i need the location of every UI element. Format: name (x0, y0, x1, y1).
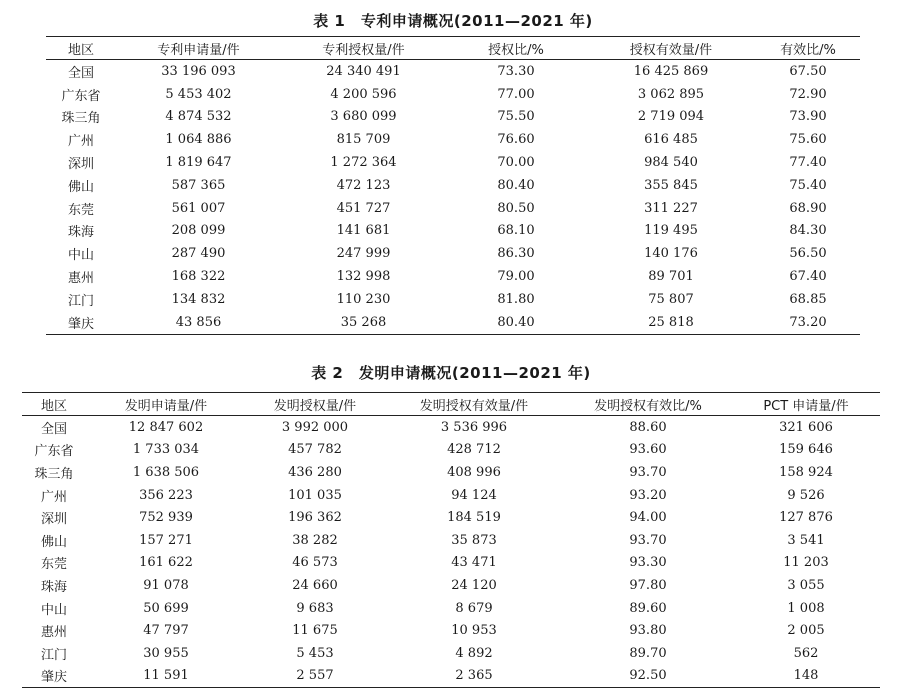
value-cell: 984 540 (644, 155, 698, 171)
value-cell: 97.80 (629, 577, 667, 593)
value-cell: 89.70 (629, 645, 667, 661)
table-row (46, 106, 860, 129)
value-cell: 84.30 (789, 223, 827, 239)
table-row (22, 642, 880, 665)
region-cell: 广东省 (61, 88, 101, 104)
region-cell: 惠州 (67, 271, 94, 287)
region-cell: 中山 (40, 602, 67, 618)
value-cell: 355 845 (644, 177, 698, 193)
value-cell: 68.90 (789, 200, 827, 216)
value-cell: 140 176 (644, 246, 698, 262)
table-row (46, 151, 860, 174)
table1-column-header: 地区 (67, 42, 94, 58)
table-row (46, 242, 860, 265)
value-cell: 436 280 (288, 464, 342, 480)
value-cell: 67.40 (789, 269, 827, 285)
value-cell: 68.10 (497, 223, 535, 239)
value-cell: 11 203 (783, 555, 829, 571)
value-cell: 80.40 (497, 177, 535, 193)
value-cell: 159 646 (779, 442, 833, 458)
value-cell: 101 035 (288, 487, 342, 503)
table2-column-header: 发明授权量/件 (273, 398, 357, 414)
value-cell: 94.00 (629, 510, 667, 526)
value-cell: 8 679 (455, 600, 493, 616)
value-cell: 3 541 (787, 532, 825, 548)
value-cell: 562 (793, 645, 819, 661)
region-cell: 广东省 (34, 444, 74, 460)
value-cell: 35 268 (340, 314, 387, 330)
table2-column-header: 地区 (40, 398, 67, 414)
value-cell: 457 782 (288, 442, 342, 458)
table2-column-header: 发明申请量/件 (124, 398, 208, 414)
table2-column-header: 发明授权有效比/% (594, 398, 702, 414)
value-cell: 47 797 (143, 623, 189, 639)
value-cell: 68.85 (789, 291, 827, 307)
patent-application-table (46, 36, 860, 335)
value-cell: 24 660 (292, 577, 338, 593)
table1-column-header: 授权比/% (488, 42, 544, 58)
value-cell: 73.90 (789, 109, 827, 125)
value-cell: 9 683 (296, 600, 334, 616)
value-cell: 184 519 (447, 510, 501, 526)
value-cell: 428 712 (447, 442, 501, 458)
value-cell: 50 699 (143, 600, 189, 616)
value-cell: 161 622 (139, 555, 193, 571)
patent-application-table-block (46, 10, 860, 335)
region-cell: 珠海 (67, 225, 94, 241)
value-cell: 3 536 996 (440, 419, 508, 435)
table2-caption: 表 2 发明申请概况(2011—2021 年) (311, 364, 591, 382)
value-cell: 168 322 (171, 269, 226, 285)
value-cell: 5 453 402 (165, 86, 232, 102)
region-cell: 佛山 (67, 179, 94, 195)
value-cell: 1 064 886 (165, 132, 232, 148)
value-cell: 472 123 (336, 177, 391, 193)
value-cell: 247 999 (336, 246, 391, 262)
value-cell: 134 832 (171, 291, 226, 307)
table2-column-header: PCT 申请量/件 (763, 398, 849, 414)
table2-header-row (22, 393, 880, 416)
value-cell: 75.60 (789, 132, 827, 148)
value-cell: 2 557 (296, 668, 334, 684)
table-row (22, 439, 880, 462)
value-cell: 356 223 (139, 487, 193, 503)
value-cell: 93.20 (629, 487, 667, 503)
table1-column-header: 授权有效量/件 (629, 42, 713, 58)
region-cell: 肇庆 (40, 670, 67, 686)
region-cell: 广州 (40, 489, 67, 505)
value-cell: 2 719 094 (637, 109, 705, 125)
value-cell: 9 526 (787, 487, 825, 503)
value-cell: 38 282 (292, 532, 338, 548)
value-cell: 76.60 (497, 132, 535, 148)
value-cell: 4 200 596 (330, 86, 397, 102)
table-row (46, 60, 860, 83)
value-cell: 4 874 532 (165, 109, 232, 125)
region-cell: 全国 (40, 421, 67, 437)
value-cell: 56.50 (789, 246, 827, 262)
table-row (22, 484, 880, 507)
table-row (22, 552, 880, 575)
value-cell: 3 055 (787, 577, 825, 593)
value-cell: 10 953 (451, 623, 497, 639)
value-cell: 92.50 (629, 668, 667, 684)
value-cell: 1 008 (787, 600, 825, 616)
value-cell: 11 675 (292, 623, 338, 639)
value-cell: 72.90 (789, 86, 827, 102)
table1-column-header: 有效比/% (780, 42, 836, 58)
value-cell: 75.40 (789, 177, 827, 193)
value-cell: 93.80 (629, 623, 667, 639)
value-cell: 3 992 000 (281, 419, 349, 435)
value-cell: 4 892 (455, 645, 493, 661)
value-cell: 77.00 (497, 86, 535, 102)
invention-application-table-block (22, 362, 880, 688)
region-cell: 珠三角 (61, 111, 101, 127)
value-cell: 70.00 (497, 155, 535, 171)
table1-column-header: 专利授权量/件 (322, 42, 405, 58)
table-row (22, 665, 880, 688)
table-row (46, 174, 860, 197)
value-cell: 3 680 099 (330, 109, 397, 125)
value-cell: 77.40 (789, 155, 827, 171)
value-cell: 311 227 (644, 200, 698, 216)
value-cell: 80.40 (497, 314, 535, 330)
table-row (46, 311, 860, 334)
region-cell: 佛山 (40, 534, 67, 550)
value-cell: 587 365 (171, 177, 226, 193)
value-cell: 94 124 (451, 487, 497, 503)
value-cell: 287 490 (171, 246, 226, 262)
value-cell: 75 807 (648, 291, 694, 307)
table1-caption: 表 1 专利申请概况(2011—2021 年) (313, 12, 593, 30)
value-cell: 67.50 (789, 63, 827, 79)
value-cell: 88.60 (629, 419, 667, 435)
table2-column-header: 发明授权有效量/件 (419, 398, 529, 414)
table-row (46, 265, 860, 288)
value-cell: 5 453 (296, 645, 334, 661)
value-cell: 815 709 (336, 132, 391, 148)
table-row (46, 83, 860, 106)
value-cell: 89.60 (629, 600, 667, 616)
value-cell: 35 873 (451, 532, 497, 548)
value-cell: 11 591 (143, 668, 189, 684)
value-cell: 561 007 (171, 200, 226, 216)
value-cell: 93.70 (629, 532, 667, 548)
region-cell: 珠三角 (34, 466, 74, 482)
table1-header-row (46, 37, 860, 60)
value-cell: 2 365 (455, 668, 493, 684)
value-cell: 158 924 (779, 464, 833, 480)
region-cell: 全国 (67, 65, 94, 81)
value-cell: 408 996 (447, 464, 501, 480)
table1-column-header: 专利申请量/件 (157, 42, 240, 58)
table-row (22, 574, 880, 597)
value-cell: 89 701 (648, 269, 694, 285)
table-row (22, 506, 880, 529)
value-cell: 148 (793, 668, 819, 684)
region-cell: 东莞 (40, 557, 67, 573)
value-cell: 157 271 (139, 532, 193, 548)
value-cell: 616 485 (644, 132, 698, 148)
value-cell: 43 856 (175, 314, 222, 330)
value-cell: 86.30 (497, 246, 535, 262)
table-row (22, 416, 880, 439)
value-cell: 30 955 (143, 645, 189, 661)
value-cell: 16 425 869 (633, 63, 709, 79)
region-cell: 江门 (40, 647, 67, 663)
table-row (22, 619, 880, 642)
value-cell: 79.00 (497, 269, 535, 285)
value-cell: 119 495 (644, 223, 698, 239)
region-cell: 深圳 (67, 157, 94, 173)
value-cell: 24 340 491 (326, 63, 401, 79)
value-cell: 93.60 (629, 442, 667, 458)
value-cell: 93.70 (629, 464, 667, 480)
value-cell: 75.50 (497, 109, 535, 125)
value-cell: 208 099 (171, 223, 226, 239)
table-row (22, 529, 880, 552)
invention-application-table (22, 392, 880, 688)
value-cell: 196 362 (288, 510, 342, 526)
value-cell: 33 196 093 (161, 63, 236, 79)
region-cell: 深圳 (40, 512, 67, 528)
table-row (22, 597, 880, 620)
table-row (46, 288, 860, 311)
value-cell: 3 062 895 (637, 86, 705, 102)
value-cell: 73.30 (497, 63, 535, 79)
region-cell: 江门 (67, 293, 94, 309)
region-cell: 珠海 (40, 579, 67, 595)
value-cell: 132 998 (336, 269, 391, 285)
table-row (46, 197, 860, 220)
value-cell: 73.20 (789, 314, 827, 330)
value-cell: 127 876 (779, 510, 833, 526)
table-row (46, 220, 860, 243)
value-cell: 1 733 034 (132, 442, 200, 458)
value-cell: 1 819 647 (165, 155, 232, 171)
table-row (22, 461, 880, 484)
value-cell: 1 272 364 (330, 155, 397, 171)
value-cell: 25 818 (648, 314, 694, 330)
value-cell: 321 606 (779, 419, 833, 435)
value-cell: 141 681 (336, 223, 391, 239)
value-cell: 451 727 (336, 200, 391, 216)
region-cell: 广州 (67, 134, 94, 150)
value-cell: 81.80 (497, 291, 535, 307)
value-cell: 91 078 (143, 577, 189, 593)
value-cell: 80.50 (497, 200, 535, 216)
table-row (46, 128, 860, 151)
region-cell: 惠州 (40, 625, 67, 641)
value-cell: 2 005 (787, 623, 825, 639)
value-cell: 752 939 (139, 510, 193, 526)
region-cell: 肇庆 (67, 316, 94, 332)
region-cell: 中山 (67, 248, 94, 264)
value-cell: 24 120 (451, 577, 497, 593)
region-cell: 东莞 (67, 202, 94, 218)
value-cell: 43 471 (451, 555, 497, 571)
value-cell: 12 847 602 (128, 419, 204, 435)
value-cell: 110 230 (336, 291, 391, 307)
value-cell: 1 638 506 (132, 464, 200, 480)
value-cell: 93.30 (629, 555, 667, 571)
value-cell: 46 573 (292, 555, 338, 571)
